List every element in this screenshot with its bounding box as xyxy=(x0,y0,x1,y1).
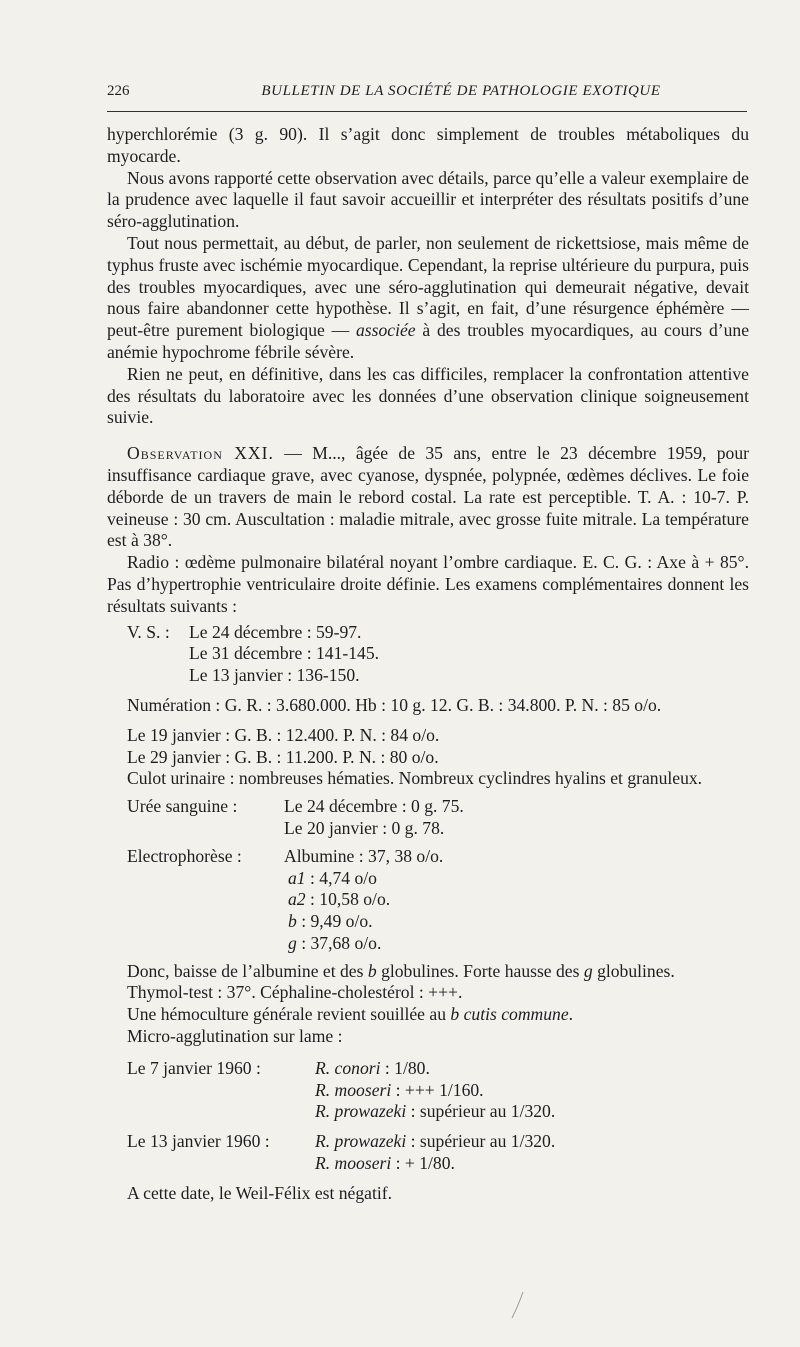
radio-paragraph: Radio : œdème pulmonaire bilatéral noyant l’ombre cardiaque. E. C. G. : Axe à + 85°. Pas d’hypertrophie ventriculaire droite définie. Les examens complémentaires donnent les résultats suivants : xyxy=(107,552,749,616)
species-name: R. prowazeki xyxy=(315,1131,407,1152)
micro-title: Micro-agglutination sur lame : xyxy=(127,1026,343,1047)
text: globulines. xyxy=(592,960,675,981)
electrophorese-block xyxy=(107,846,749,955)
fraction-value: : 4,74 o/o xyxy=(305,867,377,888)
fraction-symbol: g xyxy=(288,932,297,953)
gb-line: Le 19 janvier : G. B. : 12.400. P. N. : 84 o/o. xyxy=(127,724,440,745)
electrophorese-line xyxy=(284,889,443,911)
paragraph: Nous avons rapporté cette observation avec détails, parce qu’elle a valeur exemplaire de la prudence avec laquelle il faut savoir accueillir et interpréter des résultats positifs d’une séro-agglutination. xyxy=(107,167,749,232)
micro-line xyxy=(315,1080,555,1102)
electrophorese-line xyxy=(284,868,443,890)
vs-line: Le 13 janvier : 136-150. xyxy=(189,665,360,686)
thymol-line: Thymol-test : 37°. Céphaline-cholestérol : +++. xyxy=(127,982,463,1003)
micro-block xyxy=(107,1131,749,1175)
species-name: R. conori xyxy=(315,1057,381,1078)
micro-result: : 1/80. xyxy=(380,1057,430,1078)
fraction-symbol: b xyxy=(367,960,377,981)
species-name: R. mooseri xyxy=(315,1153,392,1174)
observation-text: — M..., âgée de 35 ans, entre le 23 décembre 1959, pour insuffisance cardiaque grave, avec cyanose, dyspnée, polypnée, œdèmes déclives. Le foie déborde de un travers de main le rebord costal. La rate est perceptible. T. A. : 10-7. P. veineuse : 30 cm. Auscultation : maladie mitrale, avec grosse fuite mitrale. La température est à 38°. xyxy=(107,443,749,551)
paragraph-text: Tout nous permettait, au début, de parler, non seulement de rickettsiose, mais même de typhus fruste avec ischémie myocardique. Cependant, la reprise ultérieure du purpura, puis des troubles myocardiques, avec une séro-agglutination qui demeurait négative, devait nous faire abandonner cette hypothèse. Il s’agit, en fait, d’une résurgence éphémère — peut-être purement biologique — xyxy=(107,232,749,341)
paragraph: Rien ne peut, en définitive, dans les cas difficiles, remplacer la confrontation attentive des résultats du laboratoire avec les données d’une observation clinique soigneusement suivie. xyxy=(107,363,749,428)
hemoculture-line xyxy=(107,1004,749,1026)
text: Une hémoculture générale revient souillée au xyxy=(127,1004,451,1025)
page-header xyxy=(107,83,747,112)
micro-date-label: Le 13 janvier 1960 : xyxy=(127,1131,270,1152)
donc-paragraph xyxy=(107,961,749,983)
micro-result: : supérieur au 1/320. xyxy=(406,1131,556,1152)
page-number: 226 xyxy=(107,83,130,99)
pencil-stroke-mark xyxy=(510,1290,526,1320)
fraction-value: : 10,58 o/o. xyxy=(305,889,391,910)
page-body xyxy=(107,124,749,1205)
gb-line: Le 29 janvier : G. B. : 11.200. P. N. : 80 o/o. xyxy=(127,746,439,767)
text: . xyxy=(568,1004,574,1025)
fraction-value: : 9,49 o/o. xyxy=(296,911,373,932)
vs-line: Le 31 décembre : 141-145. xyxy=(189,643,380,664)
vs-block xyxy=(107,622,749,687)
text: Donc, baisse de l’albumine et des xyxy=(127,960,368,981)
emphasis-text: associée xyxy=(356,320,416,341)
observation-label: Observation XXI. xyxy=(127,443,274,464)
micro-date-label: Le 7 janvier 1960 : xyxy=(127,1057,261,1078)
numeration-line: Numération : G. R. : 3.680.000. Hb : 10 g. 12. G. B. : 34.800. P. N. : 85 o/o. xyxy=(127,694,662,715)
uree-block xyxy=(107,796,749,840)
final-line: A cette date, le Weil-Félix est négatif. xyxy=(127,1182,393,1203)
fraction-value: : 37,68 o/o. xyxy=(296,932,382,953)
electrophorese-label: Electrophorèse : xyxy=(127,845,242,866)
fraction-symbol: b xyxy=(288,911,297,932)
micro-block xyxy=(107,1058,749,1123)
vs-label: V. S. : xyxy=(127,621,170,642)
species-name: R. mooseri xyxy=(315,1079,392,1100)
running-title: BULLETIN DE LA SOCIÉTÉ DE PATHOLOGIE EXOTIQUE xyxy=(261,83,661,99)
species-name: R. prowazeki xyxy=(315,1101,407,1122)
micro-line xyxy=(315,1101,555,1123)
uree-line: Le 24 décembre : 0 g. 75. xyxy=(284,796,464,817)
culot-paragraph: Culot urinaire : nombreuses hématies. Nombreux cyclindres hyalins et granuleux. xyxy=(127,768,703,789)
paragraph-text: à des troubles myocardiques, au cours d’une anémie hypochrome fébrile sévère. xyxy=(107,320,749,362)
electrophorese-line: Albumine : 37, 38 o/o. xyxy=(284,845,444,866)
micro-line xyxy=(315,1058,555,1080)
fraction-symbol: g xyxy=(583,960,593,981)
paragraph: hyperchlorémie (3 g. 90). Il s’agit donc simplement de troubles métaboliques du myocarde. xyxy=(107,124,749,166)
paragraph xyxy=(107,233,749,364)
micro-line xyxy=(315,1153,555,1175)
vs-line: Le 24 décembre : 59-97. xyxy=(189,621,362,642)
micro-result: : supérieur au 1/320. xyxy=(406,1101,556,1122)
observation-paragraph xyxy=(107,443,749,552)
fraction-symbol: a2 xyxy=(288,889,306,910)
electrophorese-line xyxy=(284,933,443,955)
electrophorese-line xyxy=(284,911,443,933)
uree-line: Le 20 janvier : 0 g. 78. xyxy=(284,817,445,838)
fraction-symbol: a1 xyxy=(288,867,306,888)
micro-result: : +++ 1/160. xyxy=(391,1079,484,1100)
emphasis-text: b cutis commune xyxy=(450,1004,569,1025)
uree-label: Urée sanguine : xyxy=(127,796,238,817)
micro-line xyxy=(315,1131,555,1153)
text: globulines. Forte hausse des xyxy=(376,960,584,981)
micro-result: : + 1/80. xyxy=(391,1153,455,1174)
